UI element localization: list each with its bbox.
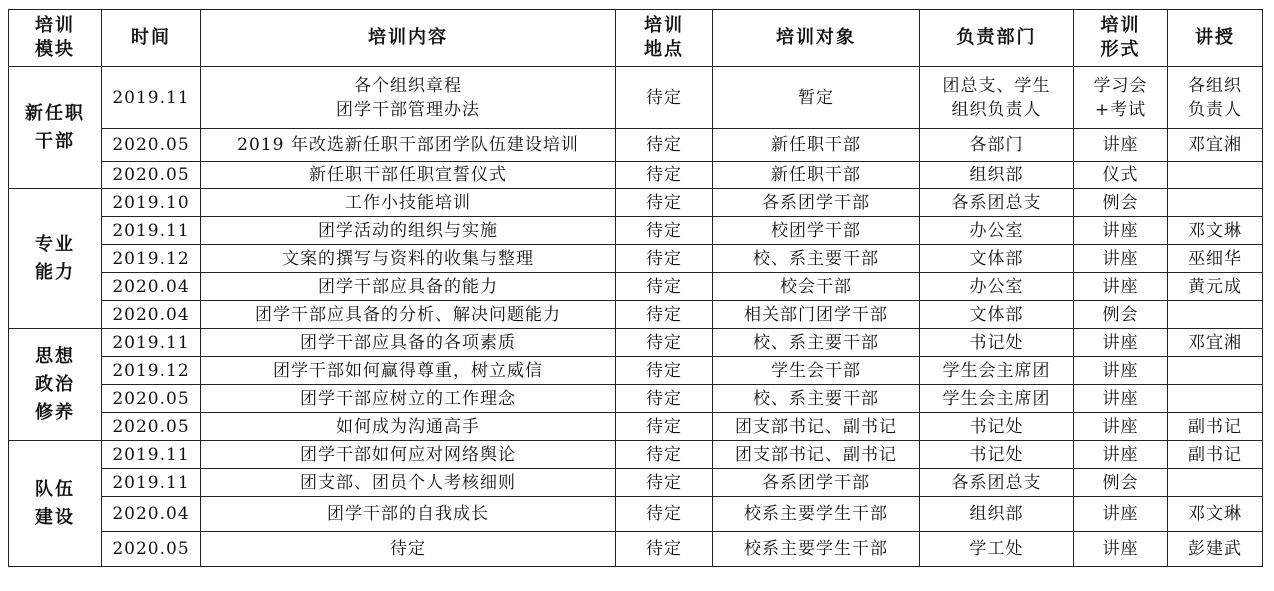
format-text: 讲座 xyxy=(1102,135,1139,155)
audience-cell xyxy=(713,217,920,245)
audience-text: 团支部书记、副书记 xyxy=(735,444,897,465)
time-text: 2020.05 xyxy=(112,135,190,155)
dept-cell xyxy=(920,497,1074,532)
dept-text: 各部门 xyxy=(969,135,1024,155)
format-cell xyxy=(1074,385,1168,413)
content-cell xyxy=(201,129,616,162)
time-text: 2020.05 xyxy=(112,165,190,185)
content-text: 团学干部如何赢得尊重，树立威信 xyxy=(273,360,543,381)
table-row xyxy=(9,385,1263,413)
lecturer-cell xyxy=(1168,273,1263,301)
location-cell xyxy=(616,357,713,385)
audience-text: 新任职干部 xyxy=(771,135,861,155)
dept-cell xyxy=(920,301,1074,329)
lecturer-cell xyxy=(1168,245,1263,273)
location-cell xyxy=(616,497,713,532)
dept-text: 组织部 xyxy=(969,165,1024,185)
dept-text: 文体部 xyxy=(969,248,1024,269)
audience-text: 学生会干部 xyxy=(771,360,861,381)
content-text: 工作小技能培训 xyxy=(345,192,471,213)
content-cell xyxy=(201,301,616,329)
time-text: 2019.11 xyxy=(112,472,190,493)
time-text: 2019.12 xyxy=(112,248,190,269)
module-cell xyxy=(9,329,102,441)
location-cell xyxy=(616,301,713,329)
format-text: 讲座 xyxy=(1102,360,1139,381)
location-text: 待定 xyxy=(646,472,682,493)
time-cell xyxy=(102,357,201,385)
lecturer-cell xyxy=(1168,497,1263,532)
audience-cell xyxy=(713,162,920,189)
module-cell xyxy=(9,67,102,189)
dept-cell xyxy=(920,385,1074,413)
audience-cell xyxy=(713,329,920,357)
location-text: 待定 xyxy=(646,135,682,155)
lecturer-text: 黄元成 xyxy=(1188,276,1242,297)
time-cell xyxy=(102,385,201,413)
time-text: 2020.05 xyxy=(112,416,190,437)
location-cell xyxy=(616,469,713,497)
module-name: 专业 能力 xyxy=(35,233,75,283)
format-text: 讲座 xyxy=(1102,332,1139,353)
dept-cell xyxy=(920,162,1074,189)
time-text: 2020.04 xyxy=(112,276,190,297)
dept-cell xyxy=(920,469,1074,497)
dept-text: 学工处 xyxy=(969,539,1024,559)
table-row xyxy=(9,497,1263,532)
dept-text: 各系团总支 xyxy=(951,472,1042,493)
time-text: 2020.05 xyxy=(112,539,190,559)
dept-cell xyxy=(920,532,1074,567)
time-text: 2019.11 xyxy=(112,332,190,353)
content-cell xyxy=(201,245,616,273)
location-text: 待定 xyxy=(646,165,682,185)
content-cell xyxy=(201,385,616,413)
time-text: 2020.04 xyxy=(112,304,190,325)
lecturer-cell xyxy=(1168,469,1263,497)
dept-text: 书记处 xyxy=(969,416,1024,437)
format-text: 讲座 xyxy=(1102,276,1139,297)
location-text: 待定 xyxy=(646,416,682,437)
dept-cell xyxy=(920,273,1074,301)
audience-text: 新任职干部 xyxy=(771,165,861,185)
dept-cell xyxy=(920,245,1074,273)
location-text: 待定 xyxy=(646,360,682,381)
header-audience: 培训对象 xyxy=(713,10,920,67)
table-row xyxy=(9,357,1263,385)
time-cell xyxy=(102,413,201,441)
module-cell xyxy=(9,441,102,567)
audience-cell xyxy=(713,273,920,301)
format-text: 例会 xyxy=(1102,192,1139,213)
lecturer-cell xyxy=(1168,532,1263,567)
header-row xyxy=(9,10,1263,67)
format-cell xyxy=(1074,189,1168,217)
time-text: 2020.05 xyxy=(112,388,190,409)
table-row xyxy=(9,329,1263,357)
time-cell xyxy=(102,129,201,162)
content-cell xyxy=(201,189,616,217)
location-text: 待定 xyxy=(646,220,682,241)
table-row xyxy=(9,301,1263,329)
location-text: 待定 xyxy=(646,276,682,297)
lecturer-text: 邓宜湘 xyxy=(1188,135,1242,155)
content-cell xyxy=(201,357,616,385)
time-cell xyxy=(102,189,201,217)
location-text: 待定 xyxy=(646,304,682,325)
time-cell xyxy=(102,67,201,129)
audience-text: 校系主要学生干部 xyxy=(744,539,888,559)
header-format: 培训 形式 xyxy=(1074,10,1168,67)
time-text: 2020.04 xyxy=(112,504,190,524)
location-cell xyxy=(616,245,713,273)
time-cell xyxy=(102,245,201,273)
content-text: 待定 xyxy=(390,539,426,559)
module-cell xyxy=(9,189,102,329)
format-text: 仪式 xyxy=(1102,165,1139,185)
content-text: 团学干部应具备的分析、解决问题能力 xyxy=(255,304,561,325)
audience-cell xyxy=(713,357,920,385)
audience-text: 校会干部 xyxy=(780,276,852,297)
location-text: 待定 xyxy=(646,248,682,269)
location-cell xyxy=(616,217,713,245)
content-text: 团学干部如何应对网络舆论 xyxy=(300,444,516,465)
table-row xyxy=(9,189,1263,217)
location-text: 待定 xyxy=(646,388,682,409)
content-cell xyxy=(201,67,616,129)
dept-text: 书记处 xyxy=(969,332,1024,353)
time-text: 2019.11 xyxy=(112,87,190,108)
lecturer-cell xyxy=(1168,357,1263,385)
format-text: 例会 xyxy=(1102,304,1139,325)
location-text: 待定 xyxy=(646,87,682,108)
location-cell xyxy=(616,532,713,567)
content-text: 团学干部应具备的各项素质 xyxy=(300,332,516,353)
time-cell xyxy=(102,217,201,245)
time-text: 2019.10 xyxy=(112,192,190,213)
dept-cell xyxy=(920,329,1074,357)
audience-cell xyxy=(713,301,920,329)
header-content: 培训内容 xyxy=(201,10,616,67)
format-cell xyxy=(1074,469,1168,497)
audience-cell xyxy=(713,385,920,413)
table-row xyxy=(9,217,1263,245)
format-cell xyxy=(1074,441,1168,469)
lecturer-cell xyxy=(1168,189,1263,217)
content-text: 团支部、团员个人考核细则 xyxy=(300,472,516,493)
location-cell xyxy=(616,385,713,413)
table-row xyxy=(9,273,1263,301)
format-cell xyxy=(1074,357,1168,385)
audience-cell xyxy=(713,129,920,162)
lecturer-text: 邓文琳 xyxy=(1188,504,1242,524)
location-text: 待定 xyxy=(646,444,682,465)
format-cell xyxy=(1074,217,1168,245)
time-cell xyxy=(102,497,201,532)
lecturer-text: 各组织 负责人 xyxy=(1188,75,1242,120)
header-location: 培训 地点 xyxy=(616,10,713,67)
lecturer-cell xyxy=(1168,441,1263,469)
content-cell xyxy=(201,413,616,441)
module-name: 思想 政治 修养 xyxy=(35,345,75,423)
audience-cell xyxy=(713,532,920,567)
content-text: 团学干部应具备的能力 xyxy=(318,276,498,297)
audience-text: 校系主要学生干部 xyxy=(744,504,888,524)
lecturer-cell xyxy=(1168,67,1263,129)
dept-text: 各系团总支 xyxy=(951,192,1042,213)
lecturer-cell xyxy=(1168,162,1263,189)
content-text: 如何成为沟通高手 xyxy=(336,416,480,437)
dept-text: 学生会主席团 xyxy=(942,388,1051,409)
content-text: 新任职干部任职宣誓仪式 xyxy=(309,165,507,185)
format-cell xyxy=(1074,129,1168,162)
content-cell xyxy=(201,273,616,301)
table-row xyxy=(9,162,1263,189)
dept-text: 团总支、学生 组织负责人 xyxy=(942,75,1051,120)
location-text: 待定 xyxy=(646,539,682,559)
location-cell xyxy=(616,189,713,217)
format-cell xyxy=(1074,301,1168,329)
format-text: 例会 xyxy=(1102,472,1139,493)
time-text: 2019.11 xyxy=(112,444,190,465)
lecturer-text: 副书记 xyxy=(1188,416,1242,437)
dept-text: 学生会主席团 xyxy=(942,360,1051,381)
location-text: 待定 xyxy=(646,192,682,213)
audience-cell xyxy=(713,497,920,532)
time-cell xyxy=(102,273,201,301)
audience-cell xyxy=(713,469,920,497)
format-cell xyxy=(1074,497,1168,532)
time-cell xyxy=(102,301,201,329)
content-text: 文案的撰写与资料的收集与整理 xyxy=(282,248,534,269)
audience-cell xyxy=(713,413,920,441)
format-text: 讲座 xyxy=(1102,444,1139,465)
audience-text: 校团学干部 xyxy=(771,220,861,241)
location-cell xyxy=(616,67,713,129)
audience-cell xyxy=(713,67,920,129)
content-text: 各个组织章程 团学干部管理办法 xyxy=(336,75,480,120)
format-text: 学习会 +考试 xyxy=(1093,75,1148,120)
dept-text: 办公室 xyxy=(969,220,1024,241)
content-cell xyxy=(201,469,616,497)
audience-text: 各系团学干部 xyxy=(762,192,870,213)
lecturer-text: 邓宜湘 xyxy=(1188,332,1242,353)
lecturer-cell xyxy=(1168,385,1263,413)
lecturer-cell xyxy=(1168,329,1263,357)
location-cell xyxy=(616,329,713,357)
audience-text: 各系团学干部 xyxy=(762,472,870,493)
dept-cell xyxy=(920,413,1074,441)
content-cell xyxy=(201,162,616,189)
location-cell xyxy=(616,413,713,441)
table-row xyxy=(9,532,1263,567)
content-text: 2019 年改选新任职干部团学队伍建设培训 xyxy=(237,135,579,155)
format-cell xyxy=(1074,532,1168,567)
format-cell xyxy=(1074,413,1168,441)
lecturer-text: 副书记 xyxy=(1188,444,1242,465)
dept-cell xyxy=(920,217,1074,245)
location-cell xyxy=(616,273,713,301)
table-body xyxy=(9,67,1263,567)
module-name: 队伍 建设 xyxy=(35,478,75,528)
table-row xyxy=(9,413,1263,441)
format-text: 讲座 xyxy=(1102,248,1139,269)
content-cell xyxy=(201,217,616,245)
format-cell xyxy=(1074,273,1168,301)
dept-cell xyxy=(920,441,1074,469)
audience-cell xyxy=(713,441,920,469)
dept-text: 书记处 xyxy=(969,444,1024,465)
header-dept: 负责部门 xyxy=(920,10,1074,67)
time-text: 2019.11 xyxy=(112,220,190,241)
audience-text: 校、系主要干部 xyxy=(753,332,879,353)
time-cell xyxy=(102,532,201,567)
module-name: 新任职 干部 xyxy=(25,102,85,152)
format-text: 讲座 xyxy=(1102,416,1139,437)
table-row xyxy=(9,245,1263,273)
dept-cell xyxy=(920,189,1074,217)
table-row xyxy=(9,129,1263,162)
content-cell xyxy=(201,441,616,469)
format-cell xyxy=(1074,329,1168,357)
audience-text: 校、系主要干部 xyxy=(753,388,879,409)
lecturer-cell xyxy=(1168,129,1263,162)
time-text: 2019.12 xyxy=(112,360,190,381)
header-module: 培训 模块 xyxy=(9,10,102,67)
lecturer-cell xyxy=(1168,413,1263,441)
format-text: 讲座 xyxy=(1102,539,1139,559)
audience-text: 校、系主要干部 xyxy=(753,248,879,269)
audience-text: 团支部书记、副书记 xyxy=(735,416,897,437)
table-row xyxy=(9,67,1263,129)
time-cell xyxy=(102,441,201,469)
content-cell xyxy=(201,497,616,532)
time-cell xyxy=(102,162,201,189)
table-row xyxy=(9,441,1263,469)
dept-cell xyxy=(920,67,1074,129)
header-lecturer: 讲授 xyxy=(1168,10,1263,67)
location-text: 待定 xyxy=(646,504,682,524)
location-cell xyxy=(616,441,713,469)
lecturer-text: 彭建武 xyxy=(1188,539,1242,559)
header-time: 时间 xyxy=(102,10,201,67)
format-cell xyxy=(1074,245,1168,273)
format-cell xyxy=(1074,67,1168,129)
dept-text: 办公室 xyxy=(969,276,1024,297)
lecturer-text: 邓文琳 xyxy=(1188,220,1242,241)
location-cell xyxy=(616,162,713,189)
content-text: 团学干部应树立的工作理念 xyxy=(300,388,516,409)
dept-cell xyxy=(920,357,1074,385)
audience-text: 暂定 xyxy=(798,87,834,108)
lecturer-cell xyxy=(1168,301,1263,329)
content-text: 团学干部的自我成长 xyxy=(327,504,489,524)
format-cell xyxy=(1074,162,1168,189)
location-text: 待定 xyxy=(646,332,682,353)
content-cell xyxy=(201,329,616,357)
lecturer-text: 巫细华 xyxy=(1188,248,1242,269)
format-text: 讲座 xyxy=(1102,504,1139,524)
location-cell xyxy=(616,129,713,162)
audience-cell xyxy=(713,245,920,273)
time-cell xyxy=(102,469,201,497)
dept-text: 组织部 xyxy=(969,504,1024,524)
table-row xyxy=(9,469,1263,497)
content-cell xyxy=(201,532,616,567)
dept-text: 文体部 xyxy=(969,304,1024,325)
training-schedule-table xyxy=(8,9,1263,567)
content-text: 团学活动的组织与实施 xyxy=(318,220,498,241)
lecturer-cell xyxy=(1168,217,1263,245)
audience-cell xyxy=(713,189,920,217)
time-cell xyxy=(102,329,201,357)
dept-cell xyxy=(920,129,1074,162)
format-text: 讲座 xyxy=(1102,388,1139,409)
audience-text: 相关部门团学干部 xyxy=(744,304,888,325)
format-text: 讲座 xyxy=(1102,220,1139,241)
